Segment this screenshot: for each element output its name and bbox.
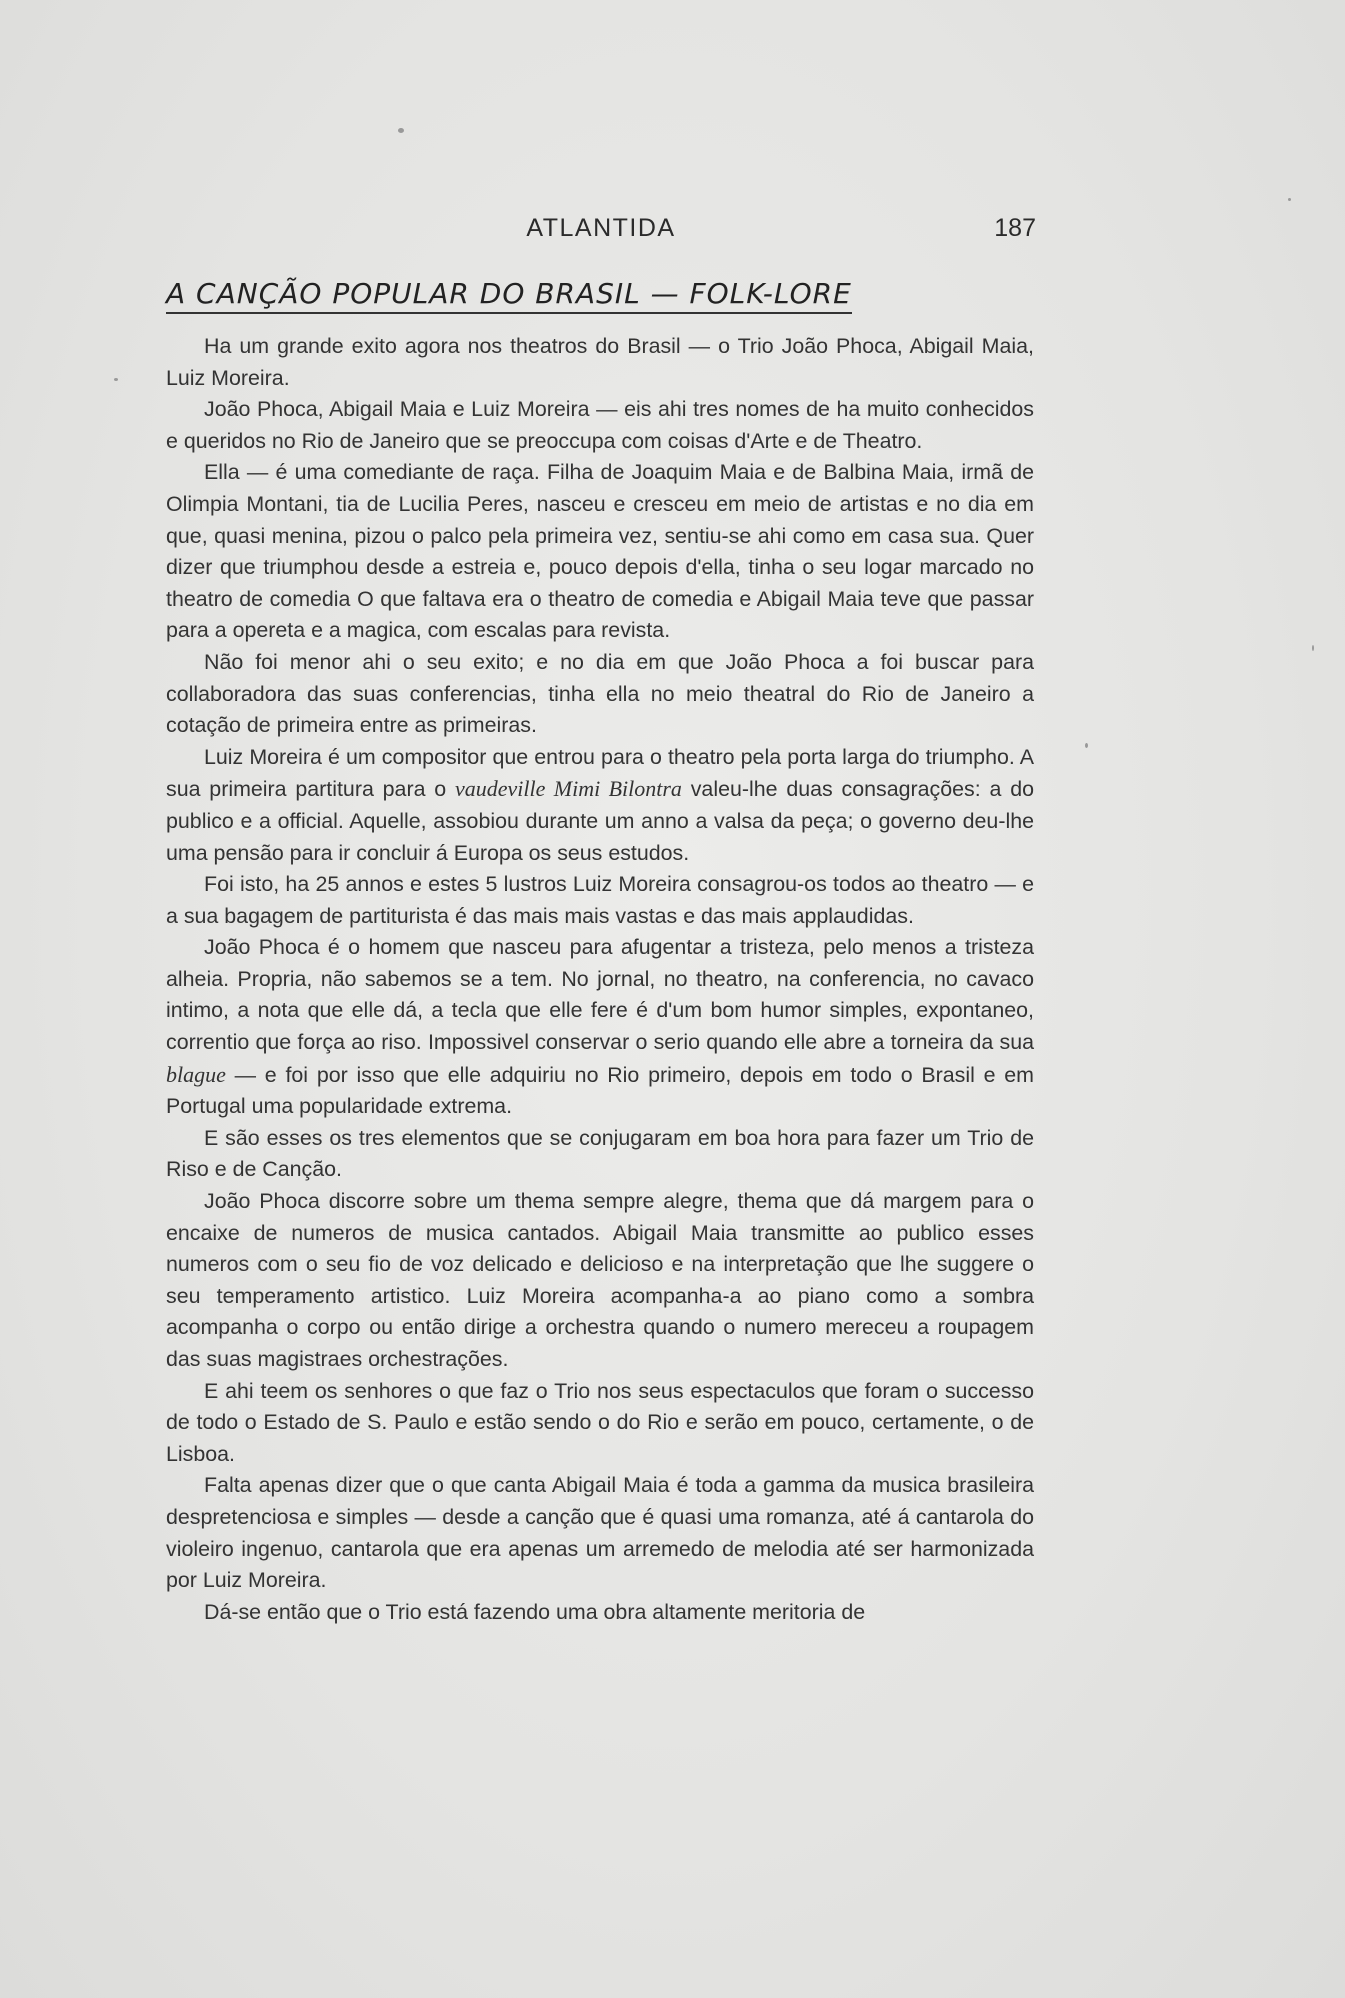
paragraph-text: — e foi por isso que elle adquiriu no Rio primeiro, depois em todo o Brasil e em Portugal uma popularidade extrema.	[166, 1062, 1034, 1119]
page-number: 187	[994, 214, 1036, 242]
italic-term: blague	[166, 1061, 226, 1087]
paper-speck	[1312, 645, 1314, 651]
article-title: A CANÇÃO POPULAR DO BRASIL — FOLK-LORE	[166, 278, 852, 314]
paragraph: Falta apenas dizer que o que canta Abigail Maia é toda a gamma da musica brasileira despretenciosa e simples — desde a canção que é quasi uma romanza, até á cantarola do violeiro ingenuo, cantarola que era apenas um arremedo de melodia até ser harmonizada por Luiz Moreira.	[166, 1473, 1034, 1593]
paragraph: Foi isto, ha 25 annos e estes 5 lustros Luiz Moreira consagrou-os todos ao theatro — e a sua bagagem de partiturista é das mais mais vastas e das mais applaudidas.	[166, 872, 1034, 928]
paper-speck	[1085, 743, 1088, 748]
paragraph-text: Luiz Moreira é um compositor que entrou para o theatro pela porta larga do triumpho. A sua primeira partitura para o	[166, 744, 1034, 802]
paper-speck	[1288, 198, 1291, 201]
paragraph-text: João Phoca é o homem que nasceu para afugentar a tristeza, pelo menos a tristeza alheia. Propria, não sabemos se a tem. No jornal, no theatro, na conferencia, no cavaco intimo, a nota que elle dá, a tecla que elle fere é d'um bom humor simples, expontaneo, correntio que força ao riso. Impossivel conservar o serio quando elle abre a torneira da sua	[166, 935, 1034, 1055]
paragraph-text: valeu-lhe duas consagrações: a do publico e a official. Aquelle, assobiou durante um anno a valsa da peça; o governo deu-lhe uma pensão para ir concluir á Europa os seus estudos.	[166, 777, 1034, 865]
paragraph	[166, 932, 1034, 1123]
paragraph: Não foi menor ahi o seu exito; e no dia em que João Phoca a foi buscar para collaboradora das suas conferencias, tinha ella no meio theatral do Rio de Janeiro a cotação de primeira entre as primeiras.	[166, 649, 1034, 738]
paragraph: E são esses os tres elementos que se conjugaram em boa hora para fazer um Trio de Riso e de Canção.	[166, 1125, 1034, 1182]
paragraph: Ha um grande exito agora nos theatros do Brasil — o Trio João Phoca, Abigail Maia, Luiz Moreira.	[166, 334, 1034, 390]
paper-speck	[398, 128, 404, 133]
paper-speck	[114, 378, 118, 381]
paragraph	[166, 742, 1034, 869]
paragraph: João Phoca discorre sobre um thema sempre alegre, thema que dá margem para o encaixe de numeros de musica cantados. Abigail Maia transmitte ao publico esses numeros com o seu fio de voz delicado e delicioso e na interpretação que lhe suggere o seu temperamento artistico. Luiz Moreira acompanha-a ao piano como a sombra acompanha o corpo ou então dirige a orchestra quando o numero mereceu a roupagem das suas magistraes orchestrações.	[166, 1189, 1034, 1371]
italic-title: vaudeville Mimi Bilontra	[455, 776, 682, 802]
paragraph: João Phoca, Abigail Maia e Luiz Moreira — eis ahi tres nomes de ha muito conhecidos e queridos no Rio de Janeiro que se preoccupa com coisas d'Arte e de Theatro.	[166, 397, 1034, 453]
page-header	[166, 214, 1036, 250]
paragraph: Dá-se então que o Trio está fazendo uma obra altamente meritoria de	[204, 1599, 866, 1624]
paragraph: E ahi teem os senhores o que faz o Trio nos seus espectaculos que foram o successo de todo o Estado de S. Paulo e estão sendo o do Rio e serão em pouco, certamente, o de Lisboa.	[166, 1378, 1034, 1466]
paragraph: Ella — é uma comediante de raça. Filha de Joaquim Maia e de Balbina Maia, irmã de Olimpia Montani, tia de Lucilia Peres, nasceu e cresceu em meio de artistas e no dia em que, quasi menina, pizou o palco pela primeira vez, sentiu-se ahi como em casa sua. Quer dizer que triumphou desde a estreia e, pouco depois d'ella, tinha o seu logar marcado no theatro de comedia O que faltava era o theatro de comedia e Abigail Maia teve que passar para a opereta e a magica, com escalas para revista.	[166, 460, 1034, 643]
running-title: ATLANTIDA	[526, 214, 676, 242]
article-body	[166, 331, 1034, 1628]
